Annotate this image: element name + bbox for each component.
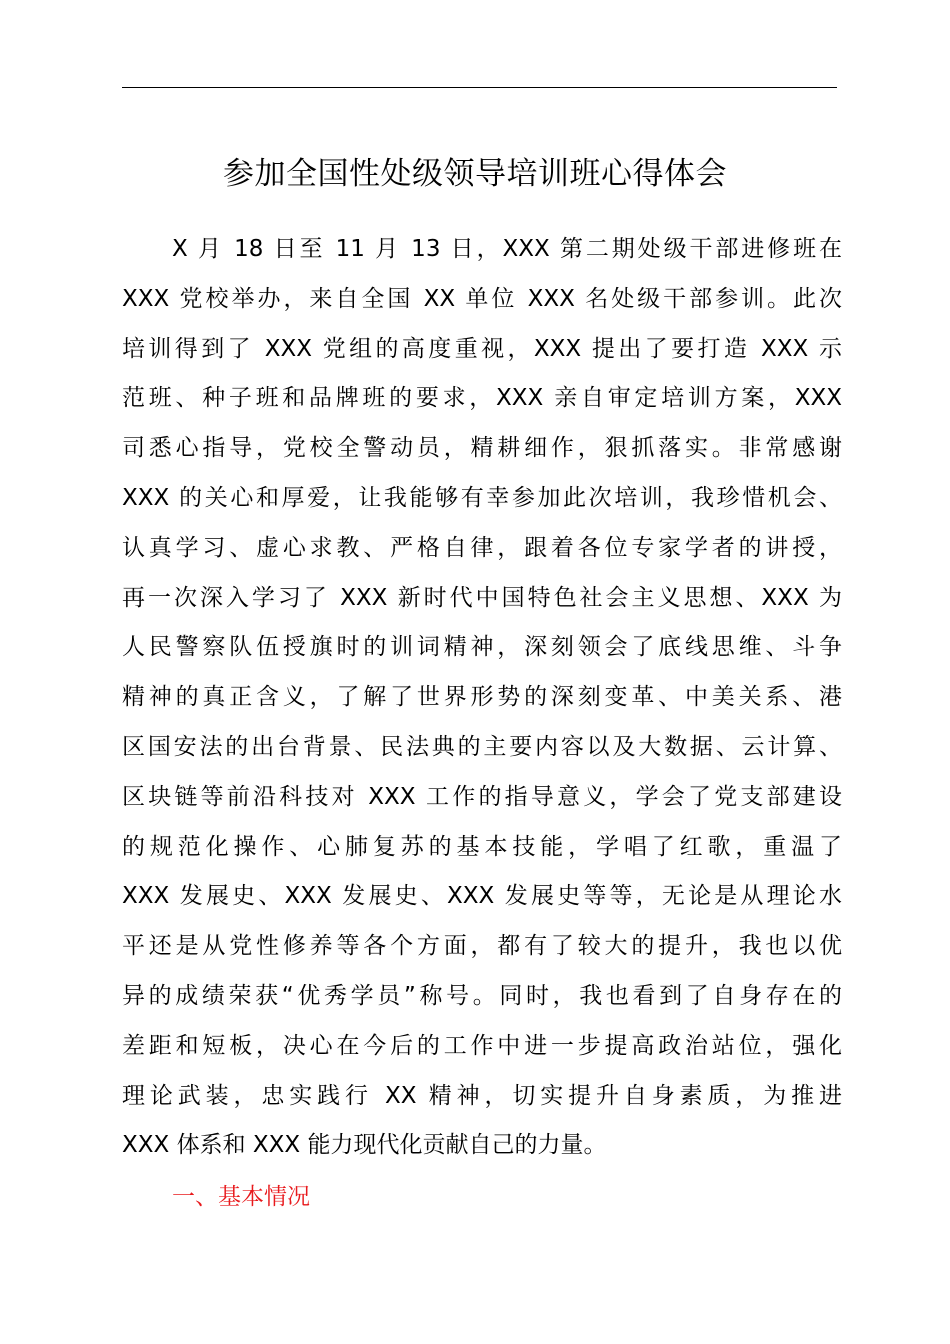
paragraph-line: 范班、种子班和品牌班的要求，XXX 亲自审定培训方案，XXX (122, 385, 842, 412)
paragraph-line: 平还是从党性修养等各个方面，都有了较大的提升，我也以优 (122, 933, 842, 960)
document-title: 参加全国性处级领导培训班心得体会 (223, 156, 727, 192)
paragraph-line: 人民警察队伍授旗时的训词精神，深刻领会了底线思维、斗争 (122, 634, 842, 661)
paragraph-line: XXX 党校举办，来自全国 XX 单位 XXX 名处级干部参训。此次 (122, 285, 842, 312)
paragraph-line: X 月 18 日至 11 月 13 日，XXX 第二期处级干部进修班在 (172, 236, 842, 262)
paragraph-line: 异的成绩荣获“优秀学员”称号。同时，我也看到了自身存在的 (122, 982, 842, 1009)
paragraph-line: 的规范化操作、心肺复苏的基本技能，学唱了红歌，重温了 (122, 833, 842, 860)
paragraph-line: 培训得到了 XXX 党组的高度重视，XXX 提出了要打造 XXX 示 (122, 335, 842, 362)
paragraph-line: 精神的真正含义，了解了世界形势的深刻变革、中美关系、港 (122, 684, 842, 711)
paragraph-line: 司悉心指导，党校全警动员，精耕细作，狠抓落实。非常感谢 (122, 435, 842, 462)
paragraph-line: 理论武装，忠实践行 XX 精神，切实提升自身素质，为推进 (122, 1082, 842, 1109)
paragraph-line: 再一次深入学习了 XXX 新时代中国特色社会主义思想、XXX 为 (122, 584, 842, 611)
paragraph-line: 认真学习、虚心求教、严格自律，跟着各位专家学者的讲授， (122, 534, 842, 561)
paragraph-line: XXX 发展史、XXX 发展史、XXX 发展史等等，无论是从理论水 (122, 883, 842, 910)
paragraph-line: 区国安法的出台背景、民法典的主要内容以及大数据、云计算、 (122, 733, 842, 760)
paragraph-line: 差距和短板，决心在今后的工作中进一步提高政治站位，强化 (122, 1032, 842, 1059)
body-paragraph (122, 225, 842, 1171)
paragraph-line: XXX 的关心和厚爱，让我能够有幸参加此次培训，我珍惜机会、 (122, 484, 842, 511)
section-heading: 一、基本情况 (172, 1184, 310, 1210)
paragraph-line: XXX 体系和 XXX 能力现代化贡献自己的力量。 (122, 1132, 607, 1159)
header-rule (122, 87, 837, 88)
paragraph-line: 区块链等前沿科技对 XXX 工作的指导意义，学会了党支部建设 (122, 783, 842, 810)
